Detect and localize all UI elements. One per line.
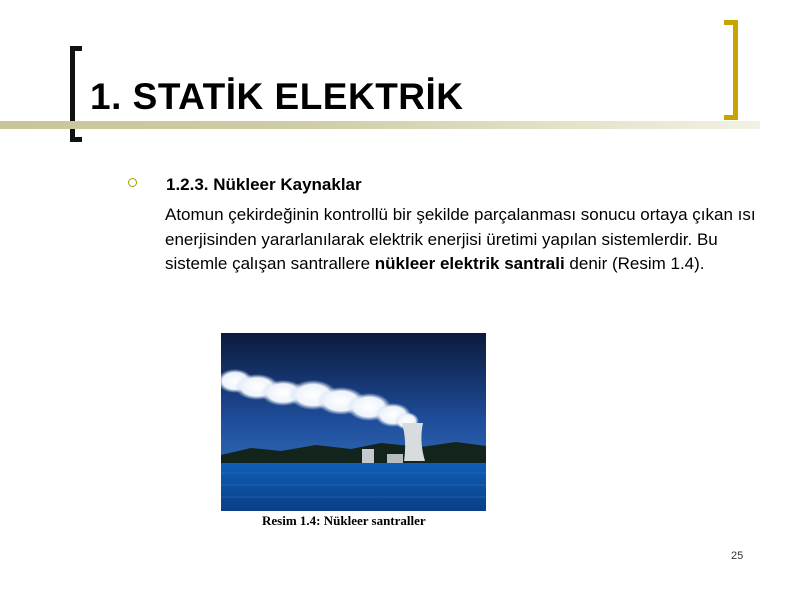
title-underline-bar [0, 121, 760, 129]
paragraph-text-end: denir (Resim 1.4). [564, 254, 705, 273]
bullet-circle-icon [128, 178, 137, 187]
paragraph-bold-term: nükleer elektrik santrali [374, 254, 565, 273]
page-number: 25 [731, 550, 744, 562]
nuclear-power-plant-photo [221, 333, 486, 511]
slide-title: 1. STATİK ELEKTRİK [90, 76, 464, 117]
section-heading: 1.2.3. Nükleer Kaynaklar [166, 175, 362, 194]
paragraph-text-start: Atomun çekirdeğinin kontrollü bir şekilde parçalanması sonucu ortaya çıkan ısı enerjisinden yararlanılarak elektrik enerjisi üretimi yapılan sistemlerdir. Bu sistemle çalışan santrallere [165, 205, 756, 273]
figure-caption: Resim 1.4: Nükleer santraller [262, 513, 426, 528]
right-bracket-decoration [724, 20, 738, 120]
body-paragraph [165, 203, 775, 277]
